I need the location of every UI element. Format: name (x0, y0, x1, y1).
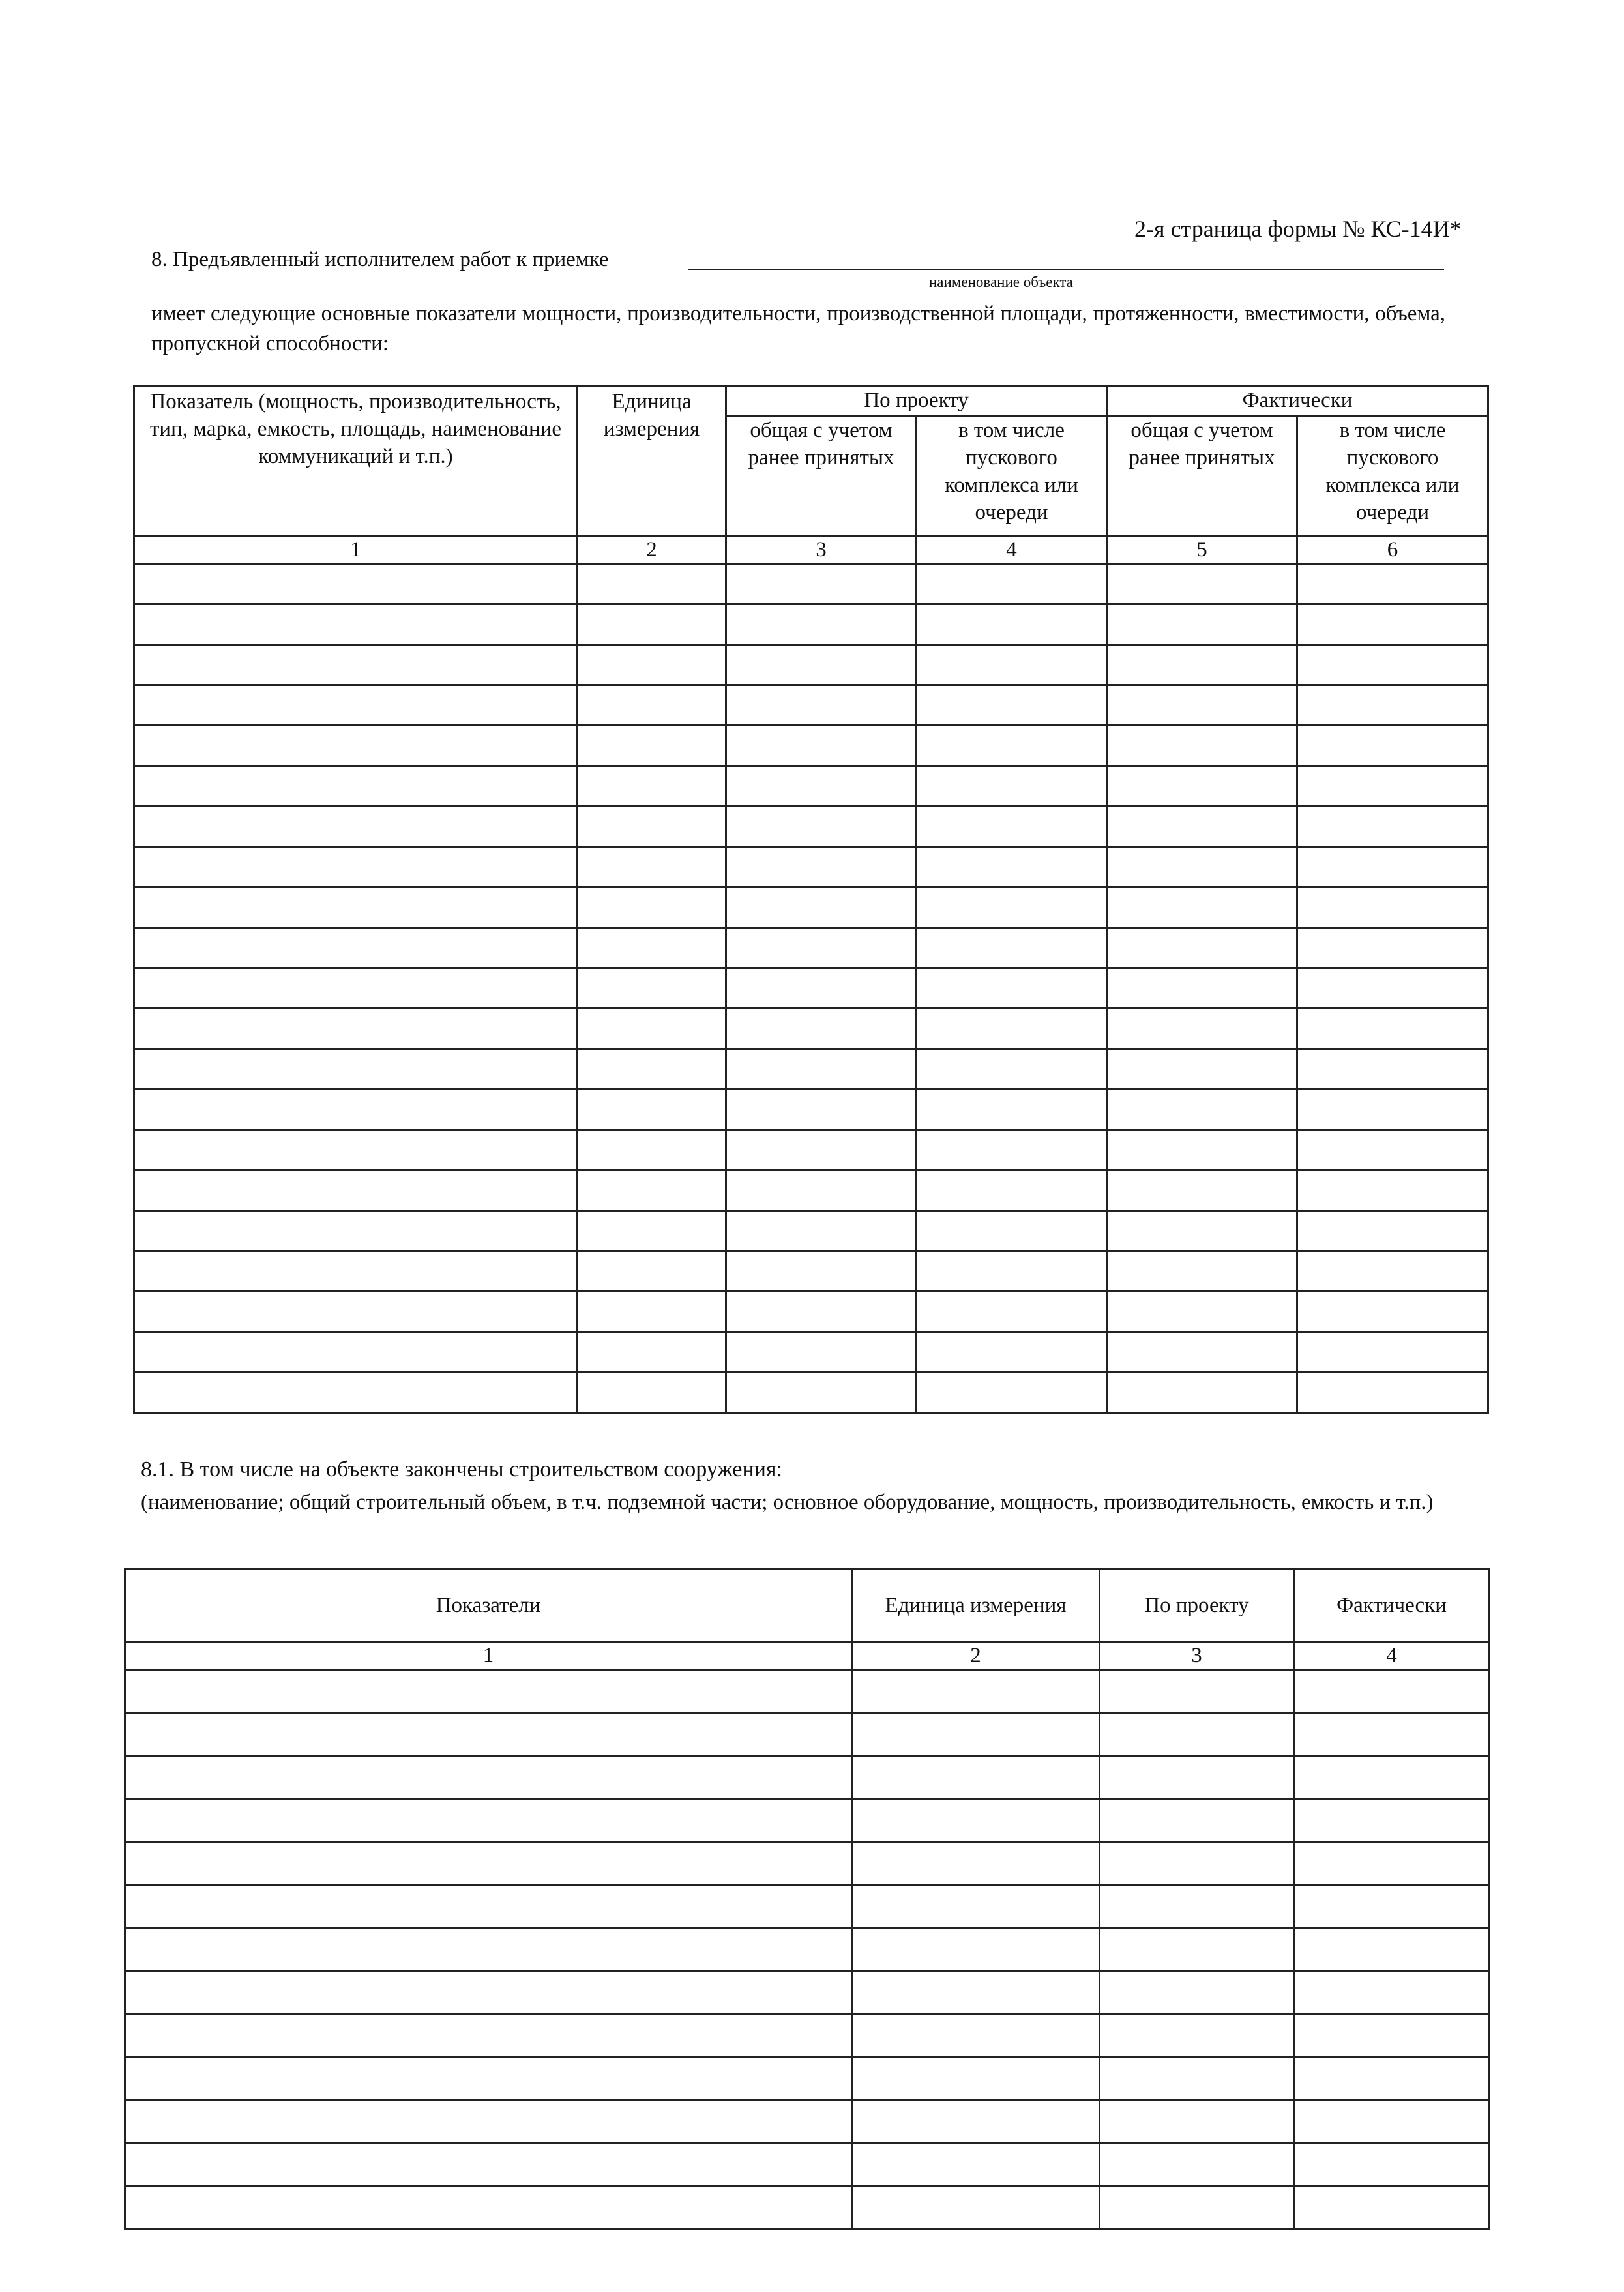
table-cell[interactable] (578, 847, 726, 887)
table-cell[interactable] (578, 1049, 726, 1090)
form-identifier: 2-я страница формы № КС-14И* (1134, 216, 1462, 242)
table-cell[interactable] (726, 766, 917, 807)
header-project-total: общая с учетом ранее принятых (726, 416, 917, 536)
table-cell[interactable] (917, 847, 1107, 887)
table-cell[interactable] (134, 1090, 578, 1130)
table-cell[interactable] (1294, 1971, 1490, 2014)
table-cell[interactable] (125, 1670, 852, 1713)
table-cell[interactable] (578, 1170, 726, 1211)
table-cell[interactable] (726, 1211, 917, 1251)
table-cell[interactable] (1297, 1251, 1488, 1292)
table-cell[interactable] (134, 1130, 578, 1170)
table-cell[interactable] (726, 1049, 917, 1090)
table-cell[interactable] (1294, 2100, 1490, 2143)
col-number: 4 (917, 536, 1107, 564)
table-cell[interactable] (917, 1049, 1107, 1090)
table-cell[interactable] (1107, 1049, 1297, 1090)
table-row (134, 1170, 1488, 1211)
table-cell[interactable] (852, 2100, 1100, 2143)
header-by-project: По проекту (1100, 1570, 1294, 1642)
table-cell[interactable] (125, 2057, 852, 2100)
table-cell[interactable] (726, 1332, 917, 1373)
table-cell[interactable] (1294, 2143, 1490, 2186)
header-by-project: По проекту (726, 386, 1107, 416)
table-cell[interactable] (134, 1373, 578, 1413)
table-cell[interactable] (917, 968, 1107, 1009)
table-cell[interactable] (726, 564, 917, 604)
table-cell[interactable] (726, 1170, 917, 1211)
table-cell[interactable] (578, 1090, 726, 1130)
table-row (134, 1292, 1488, 1332)
header-actual: Фактически (1294, 1570, 1490, 1642)
table-cell[interactable] (578, 1009, 726, 1049)
table-cell[interactable] (1107, 1009, 1297, 1049)
table-cell[interactable] (1297, 645, 1488, 685)
table-cell[interactable] (726, 1373, 917, 1413)
table-cell[interactable] (726, 928, 917, 968)
table-row (134, 928, 1488, 968)
table-cell[interactable] (852, 2057, 1100, 2100)
table-cell[interactable] (134, 685, 578, 726)
col-number: 3 (726, 536, 917, 564)
table-cell[interactable] (134, 604, 578, 645)
table-cell[interactable] (1107, 928, 1297, 968)
table-row (125, 2143, 1490, 2186)
table-cell[interactable] (1294, 1799, 1490, 1842)
table-cell[interactable] (1297, 807, 1488, 847)
table-cell[interactable] (578, 1292, 726, 1332)
table-cell[interactable] (726, 685, 917, 726)
table-cell[interactable] (917, 1251, 1107, 1292)
table-cell[interactable] (852, 1713, 1100, 1756)
table-cell[interactable] (134, 1332, 578, 1373)
header-actual: Фактически (1107, 386, 1488, 416)
table-cell[interactable] (134, 766, 578, 807)
table-cell[interactable] (1107, 1211, 1297, 1251)
table-cell[interactable] (1297, 968, 1488, 1009)
table-cell[interactable] (578, 1130, 726, 1170)
table-cell[interactable] (1107, 685, 1297, 726)
table-row (125, 2057, 1490, 2100)
col-number: 1 (125, 1642, 852, 1670)
table-cell[interactable] (1297, 1292, 1488, 1332)
table-cell[interactable] (1297, 1373, 1488, 1413)
table-cell[interactable] (852, 1799, 1100, 1842)
table-row (125, 1670, 1490, 1713)
item8-label: 8. Предъявленный исполнителем работ к приемке (151, 248, 609, 271)
table-cell[interactable] (852, 1928, 1100, 1971)
table-row (134, 645, 1488, 685)
table-cell[interactable] (1107, 564, 1297, 604)
table-cell[interactable] (726, 1009, 917, 1049)
table-cell[interactable] (134, 1049, 578, 1090)
header-unit: Единица измерения (852, 1570, 1100, 1642)
table-cell[interactable] (917, 604, 1107, 645)
table-cell[interactable] (1100, 1713, 1294, 1756)
table-cell[interactable] (1294, 2057, 1490, 2100)
col-number: 2 (578, 536, 726, 564)
table-cell[interactable] (917, 685, 1107, 726)
table-row (134, 564, 1488, 604)
table-cell[interactable] (1100, 1971, 1294, 2014)
col-number: 3 (1100, 1642, 1294, 1670)
table-cell[interactable] (1100, 2014, 1294, 2057)
table-cell[interactable] (917, 1130, 1107, 1170)
table-cell[interactable] (134, 928, 578, 968)
table-row (125, 2100, 1490, 2143)
table-cell[interactable] (726, 1130, 917, 1170)
table-cell[interactable] (134, 1009, 578, 1049)
table-cell[interactable] (134, 1211, 578, 1251)
table-cell[interactable] (125, 1756, 852, 1799)
table-cell[interactable] (917, 1211, 1107, 1251)
table-cell[interactable] (917, 645, 1107, 685)
table-cell[interactable] (917, 887, 1107, 928)
table-cell[interactable] (1100, 2186, 1294, 2229)
table-cell[interactable] (1297, 1090, 1488, 1130)
table-row (134, 1211, 1488, 1251)
table-cell[interactable] (134, 1170, 578, 1211)
table-cell[interactable] (1297, 1130, 1488, 1170)
table-cell[interactable] (726, 847, 917, 887)
table-row (134, 1090, 1488, 1130)
item81-title: 8.1. В том числе на объекте закончены строительством сооружения: (141, 1457, 782, 1481)
header-unit: Единица измерения (578, 386, 726, 536)
table-cell[interactable] (726, 645, 917, 685)
table-cell[interactable] (1100, 1842, 1294, 1885)
table-cell[interactable] (1297, 1211, 1488, 1251)
table-row (125, 1885, 1490, 1928)
table-cell[interactable] (1294, 1928, 1490, 1971)
table-cell[interactable] (1297, 1009, 1488, 1049)
table-row (134, 1130, 1488, 1170)
table-row (134, 1049, 1488, 1090)
table-cell[interactable] (1100, 1670, 1294, 1713)
table-cell[interactable] (1107, 1292, 1297, 1332)
table-row (134, 968, 1488, 1009)
table-cell[interactable] (1100, 1885, 1294, 1928)
table-cell[interactable] (1100, 2143, 1294, 2186)
table-row (134, 726, 1488, 766)
column-number-row (125, 1642, 1490, 1670)
table-row (134, 685, 1488, 726)
header-actual-incl: в том числе пускового комплекса или очереди (1297, 416, 1488, 536)
table-cell[interactable] (1107, 1373, 1297, 1413)
table-cell[interactable] (1297, 928, 1488, 968)
header-indicators: Показатели (125, 1570, 852, 1642)
table-cell[interactable] (125, 1799, 852, 1842)
table-row (125, 2186, 1490, 2229)
table-cell[interactable] (125, 2143, 852, 2186)
table-cell[interactable] (1297, 564, 1488, 604)
table-cell[interactable] (917, 1170, 1107, 1211)
table-row (134, 766, 1488, 807)
object-name-caption: наименование объекта (929, 274, 1073, 290)
table-row (134, 847, 1488, 887)
table-cell[interactable] (125, 2014, 852, 2057)
header-actual-total: общая с учетом ранее принятых (1107, 416, 1297, 536)
table-cell[interactable] (726, 604, 917, 645)
table-cell[interactable] (1297, 1332, 1488, 1373)
table-row (125, 2014, 1490, 2057)
table-cell[interactable] (726, 1292, 917, 1332)
table-cell[interactable] (578, 766, 726, 807)
table-cell[interactable] (1100, 1928, 1294, 1971)
table-cell[interactable] (852, 2186, 1100, 2229)
table-cell[interactable] (917, 928, 1107, 968)
col-number: 4 (1294, 1642, 1490, 1670)
table-cell[interactable] (125, 2186, 852, 2229)
table-cell[interactable] (1107, 604, 1297, 645)
table-cell[interactable] (578, 1251, 726, 1292)
table-cell[interactable] (578, 807, 726, 847)
table-cell[interactable] (578, 564, 726, 604)
table-cell[interactable] (1294, 1885, 1490, 1928)
table-row (134, 1332, 1488, 1373)
table-cell[interactable] (134, 1292, 578, 1332)
table-cell[interactable] (917, 766, 1107, 807)
item8-text: имеет следующие основные показатели мощности, производительности, производственной площади, протяженности, вместимости, объема, пропускной способности: (151, 302, 1445, 355)
completed-structures-table (124, 1568, 1490, 2230)
col-number: 6 (1297, 536, 1488, 564)
table-cell[interactable] (1297, 1049, 1488, 1090)
table-cell[interactable] (1107, 847, 1297, 887)
table-cell[interactable] (1100, 1799, 1294, 1842)
table-cell[interactable] (917, 726, 1107, 766)
object-name-field[interactable] (688, 269, 1444, 270)
table-cell[interactable] (726, 887, 917, 928)
item81-note: (наименование; общий строительный объем, в т.ч. подземной части; основное оборудование, мощность, производительность, емкость и т.п.) (141, 1491, 1434, 1514)
table-cell[interactable] (1100, 1756, 1294, 1799)
table-cell[interactable] (1294, 1842, 1490, 1885)
table-cell[interactable] (917, 1332, 1107, 1373)
header-project-incl: в том числе пускового комплекса или очереди (917, 416, 1107, 536)
table-cell[interactable] (1294, 1756, 1490, 1799)
table-cell[interactable] (1107, 1332, 1297, 1373)
table-row (125, 1971, 1490, 2014)
table-cell[interactable] (852, 1971, 1100, 2014)
table-row (134, 807, 1488, 847)
table-row (125, 1713, 1490, 1756)
table-cell[interactable] (1107, 887, 1297, 928)
table-cell[interactable] (125, 1842, 852, 1885)
table-cell[interactable] (1294, 2186, 1490, 2229)
table-cell[interactable] (578, 726, 726, 766)
table-cell[interactable] (134, 645, 578, 685)
table-cell[interactable] (578, 928, 726, 968)
table-cell[interactable] (1107, 1251, 1297, 1292)
table-cell[interactable] (1100, 2057, 1294, 2100)
table-cell[interactable] (125, 2100, 852, 2143)
table-cell[interactable] (1107, 1130, 1297, 1170)
table-cell[interactable] (1107, 645, 1297, 685)
table-row (134, 887, 1488, 928)
table-cell[interactable] (917, 807, 1107, 847)
table-cell[interactable] (726, 726, 917, 766)
table-cell[interactable] (917, 564, 1107, 604)
col-number: 2 (852, 1642, 1100, 1670)
table-cell[interactable] (852, 1756, 1100, 1799)
table-cell[interactable] (917, 1292, 1107, 1332)
table-cell[interactable] (1297, 1170, 1488, 1211)
table-cell[interactable] (134, 1251, 578, 1292)
table-cell[interactable] (1294, 1670, 1490, 1713)
table-cell[interactable] (726, 1251, 917, 1292)
table-cell[interactable] (852, 1842, 1100, 1885)
table-cell[interactable] (134, 968, 578, 1009)
table-cell[interactable] (1294, 1713, 1490, 1756)
table-row (134, 604, 1488, 645)
table-row (125, 1799, 1490, 1842)
table-cell[interactable] (134, 726, 578, 766)
column-number-row (134, 536, 1488, 564)
table-cell[interactable] (578, 1373, 726, 1413)
table-cell[interactable] (726, 807, 917, 847)
table-cell[interactable] (134, 847, 578, 887)
table-cell[interactable] (1107, 1090, 1297, 1130)
table-cell[interactable] (578, 685, 726, 726)
table-cell[interactable] (134, 887, 578, 928)
table-cell[interactable] (1297, 685, 1488, 726)
table-cell[interactable] (125, 1885, 852, 1928)
table-cell[interactable] (1297, 766, 1488, 807)
table-cell[interactable] (917, 1373, 1107, 1413)
table-cell[interactable] (1297, 604, 1488, 645)
table-cell[interactable] (1107, 726, 1297, 766)
header-indicator: Показатель (мощность, производительность, тип, марка, емкость, площадь, наименование коммуникаций и т.п.) (134, 386, 578, 536)
table-cell[interactable] (125, 1971, 852, 2014)
table-cell[interactable] (1107, 968, 1297, 1009)
table-cell[interactable] (578, 604, 726, 645)
table-cell[interactable] (578, 1332, 726, 1373)
table-cell[interactable] (578, 1211, 726, 1251)
table-cell[interactable] (852, 1670, 1100, 1713)
table-cell[interactable] (1107, 807, 1297, 847)
table-cell[interactable] (134, 807, 578, 847)
table-row (125, 1928, 1490, 1971)
table-cell[interactable] (1107, 766, 1297, 807)
table-cell[interactable] (1297, 726, 1488, 766)
col-number: 5 (1107, 536, 1297, 564)
table-cell[interactable] (125, 1713, 852, 1756)
table-cell[interactable] (1297, 847, 1488, 887)
table-cell[interactable] (917, 1009, 1107, 1049)
table-cell[interactable] (852, 2014, 1100, 2057)
table-cell[interactable] (578, 645, 726, 685)
table-cell[interactable] (578, 887, 726, 928)
table-cell[interactable] (1297, 887, 1488, 928)
table-row (134, 1373, 1488, 1413)
table-cell[interactable] (852, 1885, 1100, 1928)
table-cell[interactable] (1100, 2100, 1294, 2143)
table-cell[interactable] (578, 968, 726, 1009)
table-row (134, 1251, 1488, 1292)
table-cell[interactable] (726, 1090, 917, 1130)
table-cell[interactable] (917, 1090, 1107, 1130)
table-cell[interactable] (1294, 2014, 1490, 2057)
table-cell[interactable] (1107, 1170, 1297, 1211)
table-cell[interactable] (125, 1928, 852, 1971)
table-cell[interactable] (134, 564, 578, 604)
table-cell[interactable] (852, 2143, 1100, 2186)
table-row (125, 1756, 1490, 1799)
table-cell[interactable] (726, 968, 917, 1009)
table-row (134, 1009, 1488, 1049)
col-number: 1 (134, 536, 578, 564)
table-row (125, 1842, 1490, 1885)
capacity-indicators-table (133, 385, 1489, 1414)
